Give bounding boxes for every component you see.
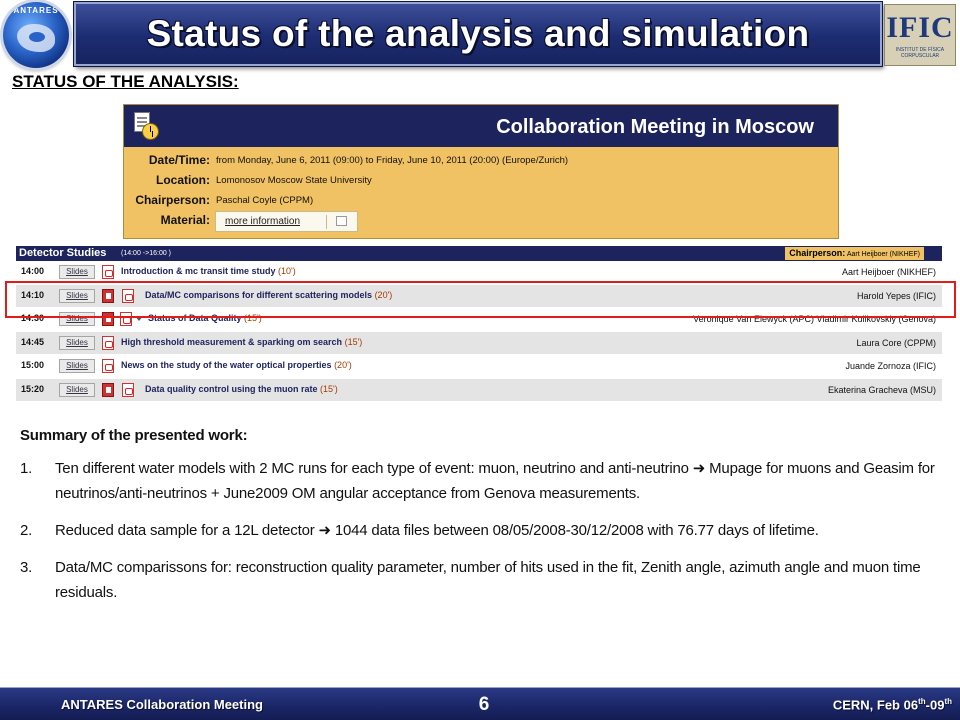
slides-button[interactable]: Slides [59, 336, 95, 350]
item-text-continued: Mupage for muons and Geasim for neutrinos/anti-neutrinos + June2009 OM angular acceptance from Genova measurements. [55, 460, 935, 502]
talk-speaker: Aart Heijboer (NIKHEF) [841, 267, 936, 277]
ific-logo-subtext: INSTITUT DE FÍSICA CORPUSCULAR [895, 47, 945, 59]
studies-chair [785, 247, 924, 260]
item-number: 1. [20, 460, 33, 477]
pdf-icon[interactable] [102, 336, 114, 350]
talk-title[interactable]: Data/MC comparisons for different scattering models (20') [145, 289, 393, 300]
chairperson-value: Paschal Coyle (CPPM) [216, 195, 314, 206]
talk-speaker: Harold Yepes (IFIC) [856, 290, 936, 301]
slides-button[interactable]: Slides [59, 359, 95, 373]
talk-time: 15:00 [21, 360, 45, 370]
talk-title[interactable]: Status of Data Quality (15') [148, 313, 262, 323]
talk-title[interactable]: Data quality control using the muon rate (15') [145, 383, 338, 394]
slides-button[interactable]: Slides [59, 312, 95, 326]
summary-heading: Summary of the presented work: [20, 427, 248, 444]
item-text: Ten different water models with 2 MC runs for each type of event: muon, neutrino and anti-neutrino [55, 460, 689, 477]
arrow-right-icon: ➜ [318, 522, 331, 539]
talk-title[interactable]: High threshold measurement & sparking om search (15') [121, 336, 363, 347]
slide-footer [0, 687, 960, 720]
calendar-clock-icon [132, 111, 162, 141]
slide-title: Status of the analysis and simulation [146, 13, 810, 54]
chairperson-label: Chairperson: [135, 193, 210, 207]
meeting-row-location [124, 171, 838, 191]
slides-button[interactable]: Slides [59, 383, 95, 397]
antares-logo [3, 2, 69, 68]
talk-time: 15:20 [21, 383, 45, 394]
slides-button[interactable]: Slides [59, 265, 95, 279]
meeting-row-material [124, 211, 838, 231]
talk-speaker: Veronique Van Elewyck (APC) Vladimir Kulikovskiy (Genova) [693, 314, 936, 324]
pdf-icon[interactable] [122, 383, 134, 397]
summary-item [20, 555, 940, 605]
datetime-value: from Monday, June 6, 2011 (09:00) to Friday, June 10, 2011 (20:00) (Europe/Zurich) [216, 155, 569, 166]
meeting-row-datetime [124, 151, 838, 171]
datetime-label: Date/Time: [148, 153, 210, 167]
summary-item [20, 518, 940, 543]
meeting-info-box [123, 104, 839, 239]
summary-item [20, 456, 940, 506]
slides-button[interactable]: Slides [59, 289, 95, 303]
footer-meeting-name: ANTARES Collaboration Meeting [61, 697, 263, 712]
item-text: Reduced data sample for a 12L detector [55, 522, 315, 539]
summary-section [20, 427, 940, 605]
talk-title[interactable]: News on the study of the water optical properties (20') [121, 360, 352, 370]
studies-time-range: (14:00 ->16:00 ) [121, 250, 172, 257]
page-number: 6 [478, 694, 490, 715]
location-label: Location: [156, 173, 210, 187]
talk-speaker: Laura Core (CPPM) [856, 337, 936, 348]
talk-time: 14:00 [21, 266, 45, 276]
studies-chair-name: Aart Heijboer (NIKHEF) [846, 251, 920, 258]
item-text: Data/MC comparissons for: reconstruction quality parameter, number of hits used in the fit, Zenith angle, azimuth angle and muon time residuals. [55, 559, 921, 601]
talk-time: 14:10 [21, 289, 45, 300]
table-row [16, 379, 942, 403]
presentation-icon[interactable] [102, 383, 114, 397]
material-label: Material: [160, 213, 210, 227]
talk-speaker: Ekaterina Gracheva (MSU) [827, 384, 936, 395]
item-text-continued: 1044 data files between 08/05/2008-30/12/2008 with 76.77 days of lifetime. [334, 522, 819, 539]
table-row [16, 355, 942, 379]
antares-logo-text: ANTARES [13, 6, 59, 15]
pdf-icon[interactable] [102, 265, 114, 279]
ific-logo-text: IFIC [886, 11, 954, 44]
highlight-box [5, 281, 956, 318]
more-information-link[interactable]: more information [225, 216, 301, 227]
more-information-button[interactable] [215, 211, 358, 232]
talk-title[interactable]: Introduction & mc transit time study (10') [121, 266, 296, 276]
meeting-title: Collaboration Meeting in Moscow [496, 116, 814, 138]
external-link-icon[interactable] [336, 216, 347, 226]
section-title: STATUS OF THE ANALYSIS: [12, 72, 239, 91]
studies-title: Detector Studies [19, 247, 107, 259]
item-number: 2. [20, 522, 33, 539]
talk-time: 14:30 [21, 313, 45, 323]
meeting-header [124, 105, 838, 147]
arrow-right-icon: ➜ [692, 460, 706, 477]
location-value: Lomonosov Moscow State University [216, 175, 372, 186]
footer-date: CERN, Feb 06th-09th [832, 697, 952, 713]
detector-studies-table [16, 246, 942, 404]
pdf-icon[interactable] [102, 359, 114, 373]
talk-time: 14:45 [21, 336, 45, 347]
studies-header [16, 246, 942, 261]
ific-logo [884, 4, 956, 66]
talk-speaker: Juande Zornoza (IFIC) [845, 361, 936, 371]
studies-chair-label: Chairperson: [789, 248, 846, 258]
table-row [16, 332, 942, 356]
meeting-row-chairperson [124, 191, 838, 211]
item-number: 3. [20, 559, 33, 576]
slide-title-bar [74, 2, 882, 66]
